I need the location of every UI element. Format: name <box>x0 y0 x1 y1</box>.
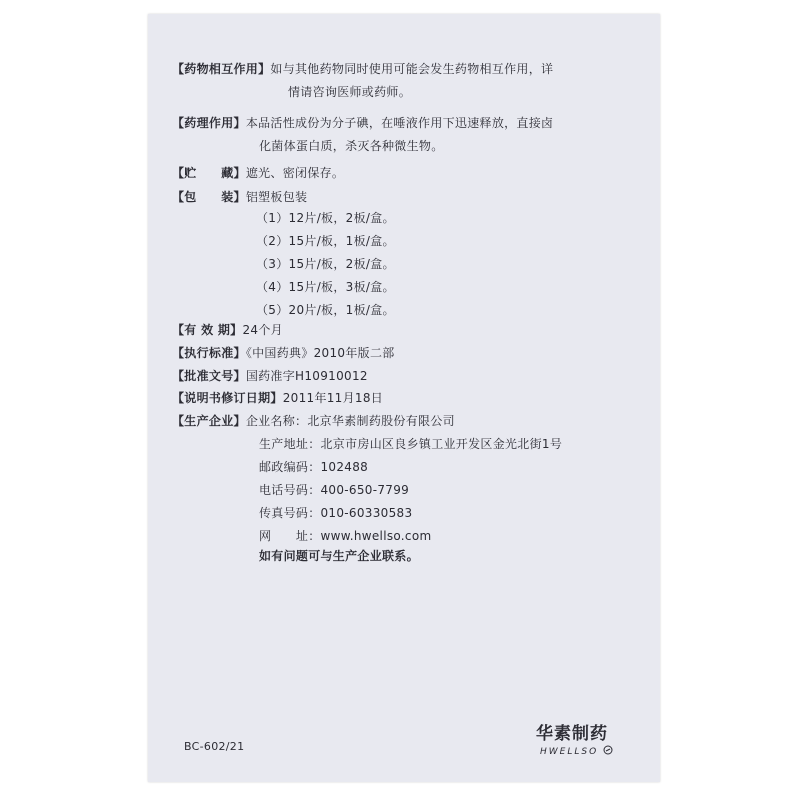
validity-text: 24个月 <box>242 323 283 337</box>
brand-logo-cn: 华素制药 <box>536 724 608 744</box>
document-code: BC-602/21 <box>184 740 245 753</box>
storage-row <box>172 165 344 181</box>
manufacturer-postcode: 邮政编码：102488 <box>259 460 369 474</box>
interaction-row <box>172 61 553 77</box>
pharmacology-label: 【药理作用】 <box>172 116 246 130</box>
manufacturer-label: 【生产企业】 <box>172 414 246 428</box>
standard-row <box>172 345 395 361</box>
validity-row <box>172 322 283 338</box>
package-item: （2）15片/板，1板/盒。 <box>256 234 395 248</box>
leaflet-page <box>148 14 660 782</box>
manufacturer-company: 企业名称：北京华素制药股份有限公司 <box>245 414 455 428</box>
manufacturer-phone: 电话号码：400-650-7799 <box>259 483 410 497</box>
interaction-label: 【药物相互作用】 <box>172 62 271 76</box>
pharmacology-text-2: 化菌体蛋白质，杀灭各种微生物。 <box>259 139 444 153</box>
revision-label: 【说明书修订日期】 <box>172 391 283 405</box>
package-label: 【包 装】 <box>172 190 246 204</box>
pharmacology-text-1: 本品活性成份为分子碘，在唾液作用下迅速释放，直接卤 <box>245 116 554 130</box>
interaction-text-1: 如与其他药物同时使用可能会发生药物相互作用，详 <box>270 62 554 76</box>
standard-text: 《中国药典》2010年版二部 <box>245 346 395 360</box>
manufacturer-fax: 传真号码：010-60330583 <box>259 506 413 520</box>
validity-label: 【有 效 期】 <box>172 323 243 337</box>
approval-text: 国药准字H10910012 <box>245 369 368 383</box>
manufacturer-website: 网 址：www.hwellso.com <box>259 529 432 543</box>
package-text: 铝塑板包装 <box>245 190 308 204</box>
package-item: （3）15片/板，2板/盒。 <box>256 257 395 271</box>
package-item: （4）15片/板，3板/盒。 <box>256 280 395 294</box>
storage-label: 【贮 藏】 <box>172 166 246 180</box>
package-item: （5）20片/板，1板/盒。 <box>256 303 395 317</box>
brand-mark-icon <box>603 745 613 755</box>
standard-label: 【执行标准】 <box>172 346 246 360</box>
manufacturer-contact-note: 如有问题可与生产企业联系。 <box>259 549 419 563</box>
approval-row <box>172 368 368 384</box>
approval-label: 【批准文号】 <box>172 369 246 383</box>
brand-logo-en-text: HWELLSO <box>540 747 599 757</box>
interaction-text-2: 情请咨询医师或药师。 <box>288 85 412 99</box>
pharmacology-row <box>172 115 553 131</box>
package-item: （1）12片/板，2板/盒。 <box>256 211 395 225</box>
revision-text: 2011年11月18日 <box>282 391 384 405</box>
manufacturer-address: 生产地址：北京市房山区良乡镇工业开发区金光北街1号 <box>259 437 563 451</box>
brand-logo-en <box>540 745 613 757</box>
storage-text: 遮光、密闭保存。 <box>245 166 345 180</box>
manufacturer-row <box>172 413 455 429</box>
package-row <box>172 189 307 205</box>
revision-row <box>172 390 383 406</box>
